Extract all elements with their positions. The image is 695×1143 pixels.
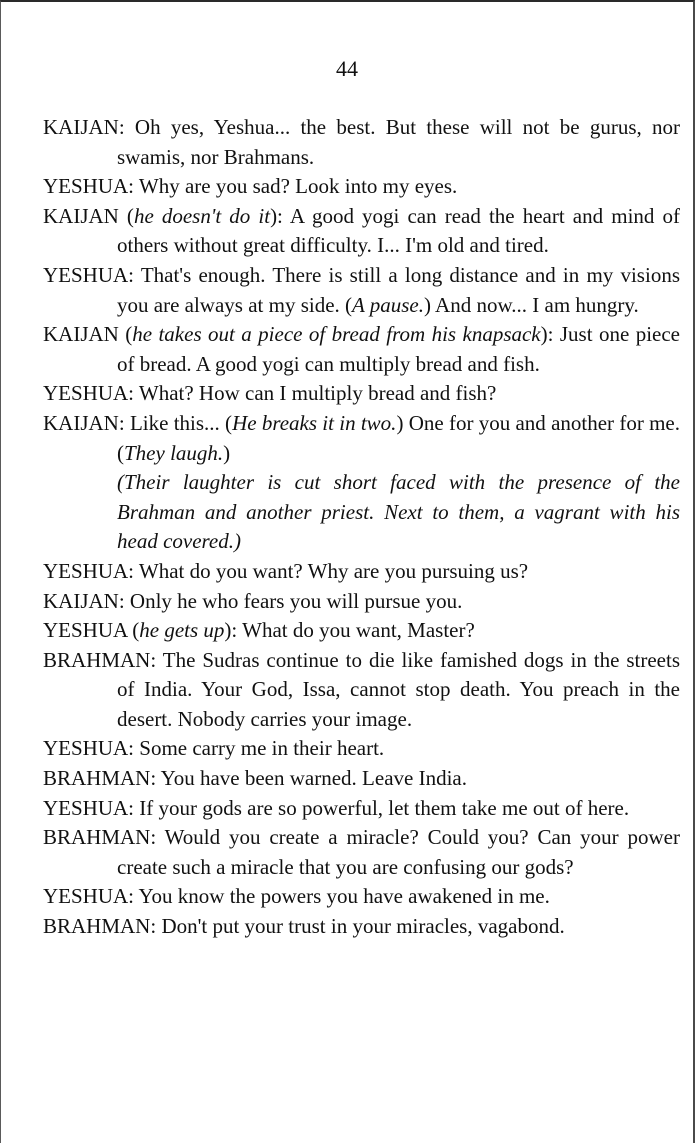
aside-paren: ( [118, 203, 134, 228]
dialogue-line [43, 172, 680, 202]
stage-aside: he gets up [139, 618, 225, 643]
dialogue-text: Just one piece of bread. A good yogi can multiply bread and fish. [117, 322, 681, 376]
dialogue-line [43, 882, 680, 912]
speaker-name: KAIJAN: [43, 115, 125, 139]
dialogue-text: ) And now... I am hungry. [423, 292, 639, 317]
dialogue-text: What? How can I multiply bread and fish? [134, 381, 497, 406]
dialogue-line [43, 912, 680, 942]
dialogue-text: Only he who fears you will pursue you. [124, 588, 463, 613]
dialogue-text: What do you want? Why are you pursuing us? [134, 558, 529, 583]
dialogue-text: If your gods are so powerful, let them take me out of here. [134, 795, 630, 820]
aside-paren: ( [118, 322, 133, 347]
dialogue-line [43, 113, 680, 172]
aside-paren: ( [127, 618, 140, 643]
speaker-name: BRAHMAN: [43, 647, 157, 672]
dialogue-text: Some carry me in their heart. [134, 736, 385, 761]
speaker-name: YESHUA: [43, 795, 135, 820]
aside-paren: ): [224, 618, 238, 643]
dialogue-line [43, 379, 680, 409]
speaker-name: KAIJAN [43, 203, 119, 228]
dialogue-text: ) One for you and another for me. ( [117, 410, 680, 465]
speaker-name: YESHUA: [43, 262, 135, 287]
dialogue-text: Oh yes, Yeshua... the best. But these will not be gurus, nor swamis, nor Brahmans. [117, 115, 680, 169]
dialogue-line [43, 794, 680, 824]
speaker-name: YESHUA: [43, 736, 135, 761]
stage-direction: (Their laughter is cut short faced with the presence of the Brahman and another priest. Next to them, a vagrant with his head covered.) [117, 470, 680, 554]
dialogue-line [43, 409, 680, 468]
speaker-name: YESHUA: [43, 381, 135, 406]
stage-aside: he takes out a piece of bread from his knapsack [132, 322, 541, 347]
dialogue-line [43, 320, 680, 379]
aside-paren: ): [270, 203, 283, 228]
stage-aside: he doesn't do it [133, 203, 271, 228]
speaker-name: YESHUA [43, 618, 128, 643]
dialogue-text: You know the powers you have awakened in me. [134, 884, 550, 909]
dialogue-text: Don't put your trust in your miracles, vagabond. [156, 914, 565, 939]
speaker-name: BRAHMAN: [43, 766, 157, 791]
dialogue-text: The Sudras continue to die like famished dogs in the streets of India. Your God, Issa, cannot stop death. You preach in the desert. Nobody carries your image. [117, 647, 680, 731]
dialogue-line [43, 587, 680, 617]
dialogue-line [43, 557, 680, 587]
speaker-name: KAIJAN [43, 322, 119, 347]
dialogue-line [43, 261, 680, 320]
speaker-name: YESHUA: [43, 558, 135, 583]
speaker-name: KAIJAN: [43, 410, 125, 435]
speaker-name: YESHUA: [43, 884, 135, 909]
dialogue-text: Like this... ( [124, 410, 233, 435]
dialogue-text: Why are you sad? Look into my eyes. [134, 174, 458, 199]
dialogue-line [43, 764, 680, 794]
dialogue-line [43, 646, 680, 735]
dialogue-line [43, 616, 680, 646]
dialogue-line [43, 823, 680, 882]
speaker-name: YESHUA: [43, 174, 135, 199]
speaker-name: BRAHMAN: [43, 825, 157, 850]
script-text [43, 113, 680, 942]
speaker-name: BRAHMAN: [43, 914, 157, 939]
dialogue-text: What do you want, Master? [237, 618, 475, 643]
dialogue-text: You have been warned. Leave India. [156, 766, 467, 791]
dialogue-text: Would you create a miracle? Could you? Can your power create such a miracle that you are confusing our gods? [117, 825, 680, 879]
stage-aside: They laugh. [124, 440, 224, 465]
dialogue-line [43, 202, 680, 261]
page-number: 44 [336, 56, 358, 81]
aside-paren: ): [540, 322, 554, 347]
dialogue-text: ) [223, 440, 231, 465]
dialogue-text: That's enough. There is still a long distance and in my visions you are always at my side. ( [117, 262, 680, 317]
dialogue-text: A good yogi can read the heart and mind of others without great difficulty. I... I'm old and tired. [117, 203, 680, 258]
stage-aside: A pause. [352, 292, 424, 317]
stage-aside: He breaks it in two. [232, 410, 397, 435]
dialogue-line [43, 734, 680, 764]
speaker-name: KAIJAN: [43, 588, 125, 613]
